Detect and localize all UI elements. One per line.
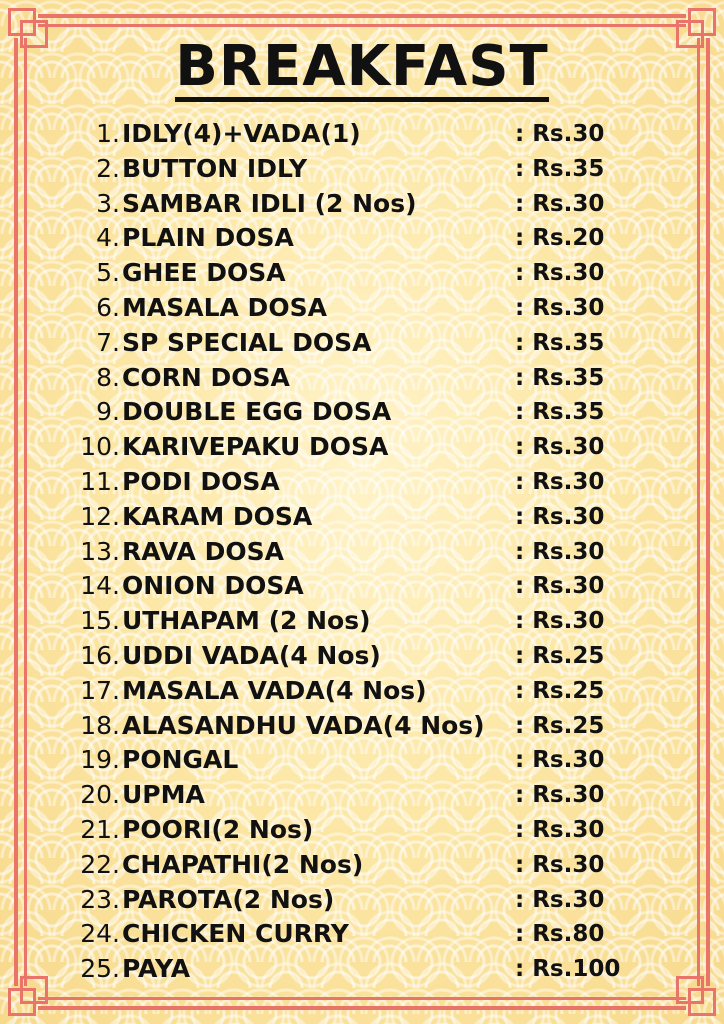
menu-item-name: KARIVEPAKU DOSA [122, 432, 389, 462]
menu-item [0, 569, 724, 604]
menu-item-number: 24. [80, 919, 120, 949]
menu-item-number: 10. [80, 432, 120, 462]
menu-item-number: 3. [96, 188, 120, 218]
menu-item-number: 22. [80, 849, 120, 879]
menu-item-number: 25. [80, 954, 120, 984]
menu-item [0, 291, 724, 326]
menu-item-name: DOUBLE EGG DOSA [122, 397, 392, 427]
menu-item-number: 13. [80, 536, 120, 566]
menu-item-price: : Rs.35 [515, 399, 605, 426]
menu-item [0, 395, 724, 430]
menu-item-number: 2. [96, 153, 120, 183]
menu-item-name: ALASANDHU VADA(4 Nos) [122, 710, 485, 740]
menu-item-number: 20. [80, 780, 120, 810]
menu-item [0, 117, 724, 152]
menu-item-price: : Rs.35 [515, 155, 605, 182]
menu-item-price: : Rs.25 [515, 642, 605, 669]
menu-item-name: MASALA VADA(4 Nos) [122, 675, 427, 705]
menu-item-number: 6. [96, 292, 120, 322]
menu-item-name: PAROTA(2 Nos) [122, 884, 335, 914]
frame-bottom-inner [38, 997, 686, 1000]
menu-item-name: UTHAPAM (2 Nos) [122, 606, 371, 636]
menu-item [0, 430, 724, 465]
menu-item [0, 917, 724, 952]
menu-item-name: BUTTON IDLY [122, 153, 308, 183]
menu-item [0, 187, 724, 222]
menu-list [0, 117, 724, 987]
menu-item-number: 11. [80, 466, 120, 496]
menu-item-price: : Rs.25 [515, 677, 605, 704]
menu-item-price: : Rs.30 [515, 538, 605, 565]
menu-item-price: : Rs.30 [515, 294, 605, 321]
menu-item [0, 709, 724, 744]
menu-item-name: CORN DOSA [122, 362, 290, 392]
menu-item-number: 16. [80, 640, 120, 670]
menu-item [0, 256, 724, 291]
menu-item-price: : Rs.35 [515, 364, 605, 391]
menu-item-name: MASALA DOSA [122, 292, 327, 322]
menu-item [0, 152, 724, 187]
menu-item-price: : Rs.30 [515, 190, 605, 217]
menu-item [0, 743, 724, 778]
menu-item-name: PONGAL [122, 745, 239, 775]
menu-item-price: : Rs.30 [515, 747, 605, 774]
menu-item-name: UDDI VADA(4 Nos) [122, 640, 381, 670]
menu-item-price: : Rs.30 [515, 468, 605, 495]
menu-item-price: : Rs.30 [515, 608, 605, 635]
menu-item [0, 813, 724, 848]
menu-item [0, 465, 724, 500]
menu-item-price: : Rs.30 [515, 434, 605, 461]
menu-item-number: 14. [80, 571, 120, 601]
menu-item-number: 7. [96, 327, 120, 357]
menu-item [0, 883, 724, 918]
frame-top-inner [38, 24, 686, 27]
menu-item-number: 4. [96, 223, 120, 253]
menu-item-number: 19. [80, 745, 120, 775]
menu-item [0, 604, 724, 639]
menu-item [0, 639, 724, 674]
menu-item [0, 952, 724, 987]
frame-bottom-outer [38, 1006, 686, 1010]
menu-item-name: ONION DOSA [122, 571, 304, 601]
menu-item-name: POORI(2 Nos) [122, 814, 314, 844]
menu-item-name: GHEE DOSA [122, 258, 286, 288]
menu-item [0, 361, 724, 396]
menu-item-number: 5. [96, 258, 120, 288]
menu-item [0, 778, 724, 813]
menu-item-number: 17. [80, 675, 120, 705]
menu-item-number: 8. [96, 362, 120, 392]
menu-item-price: : Rs.30 [515, 260, 605, 287]
menu-item-name: UPMA [122, 780, 205, 810]
menu-item-name: PLAIN DOSA [122, 223, 294, 253]
menu-item-price: : Rs.100 [515, 956, 621, 983]
menu-item-price: : Rs.35 [515, 329, 605, 356]
menu-title [0, 34, 724, 102]
menu-item [0, 848, 724, 883]
menu-item-name: PODI DOSA [122, 466, 280, 496]
menu-item-name: RAVA DOSA [122, 536, 284, 566]
menu-item-name: IDLY(4)+VADA(1) [122, 119, 361, 148]
menu-item-price: : Rs.20 [515, 225, 605, 252]
menu-item-number: 12. [80, 501, 120, 531]
menu-item-number: 1. [96, 119, 120, 148]
menu-title-text: BREAKFAST [175, 37, 549, 102]
menu-item-name: KARAM DOSA [122, 501, 313, 531]
menu-item [0, 221, 724, 256]
menu-item-number: 23. [80, 884, 120, 914]
menu-item [0, 500, 724, 535]
menu-item [0, 674, 724, 709]
menu-item-number: 15. [80, 606, 120, 636]
menu-item-number: 9. [96, 397, 120, 427]
menu-item-price: : Rs.30 [515, 851, 605, 878]
menu-item-price: : Rs.80 [515, 921, 605, 948]
menu-item-price: : Rs.30 [515, 573, 605, 600]
menu-item [0, 535, 724, 570]
menu-item-price: : Rs.30 [515, 121, 605, 147]
menu-item-price: : Rs.30 [515, 816, 605, 843]
menu-item-name: SAMBAR IDLI (2 Nos) [122, 188, 417, 218]
frame-top-outer [38, 14, 686, 18]
menu-item-price: : Rs.25 [515, 712, 605, 739]
menu-item-name: SP SPECIAL DOSA [122, 327, 372, 357]
menu-item-name: CHAPATHI(2 Nos) [122, 849, 364, 879]
menu-item-name: CHICKEN CURRY [122, 919, 349, 949]
menu-item-price: : Rs.30 [515, 782, 605, 809]
menu-item-number: 18. [80, 710, 120, 740]
menu-item-number: 21. [80, 814, 120, 844]
menu-item-price: : Rs.30 [515, 503, 605, 530]
menu-item-name: PAYA [122, 954, 191, 984]
menu-item-price: : Rs.30 [515, 886, 605, 913]
menu-item [0, 326, 724, 361]
